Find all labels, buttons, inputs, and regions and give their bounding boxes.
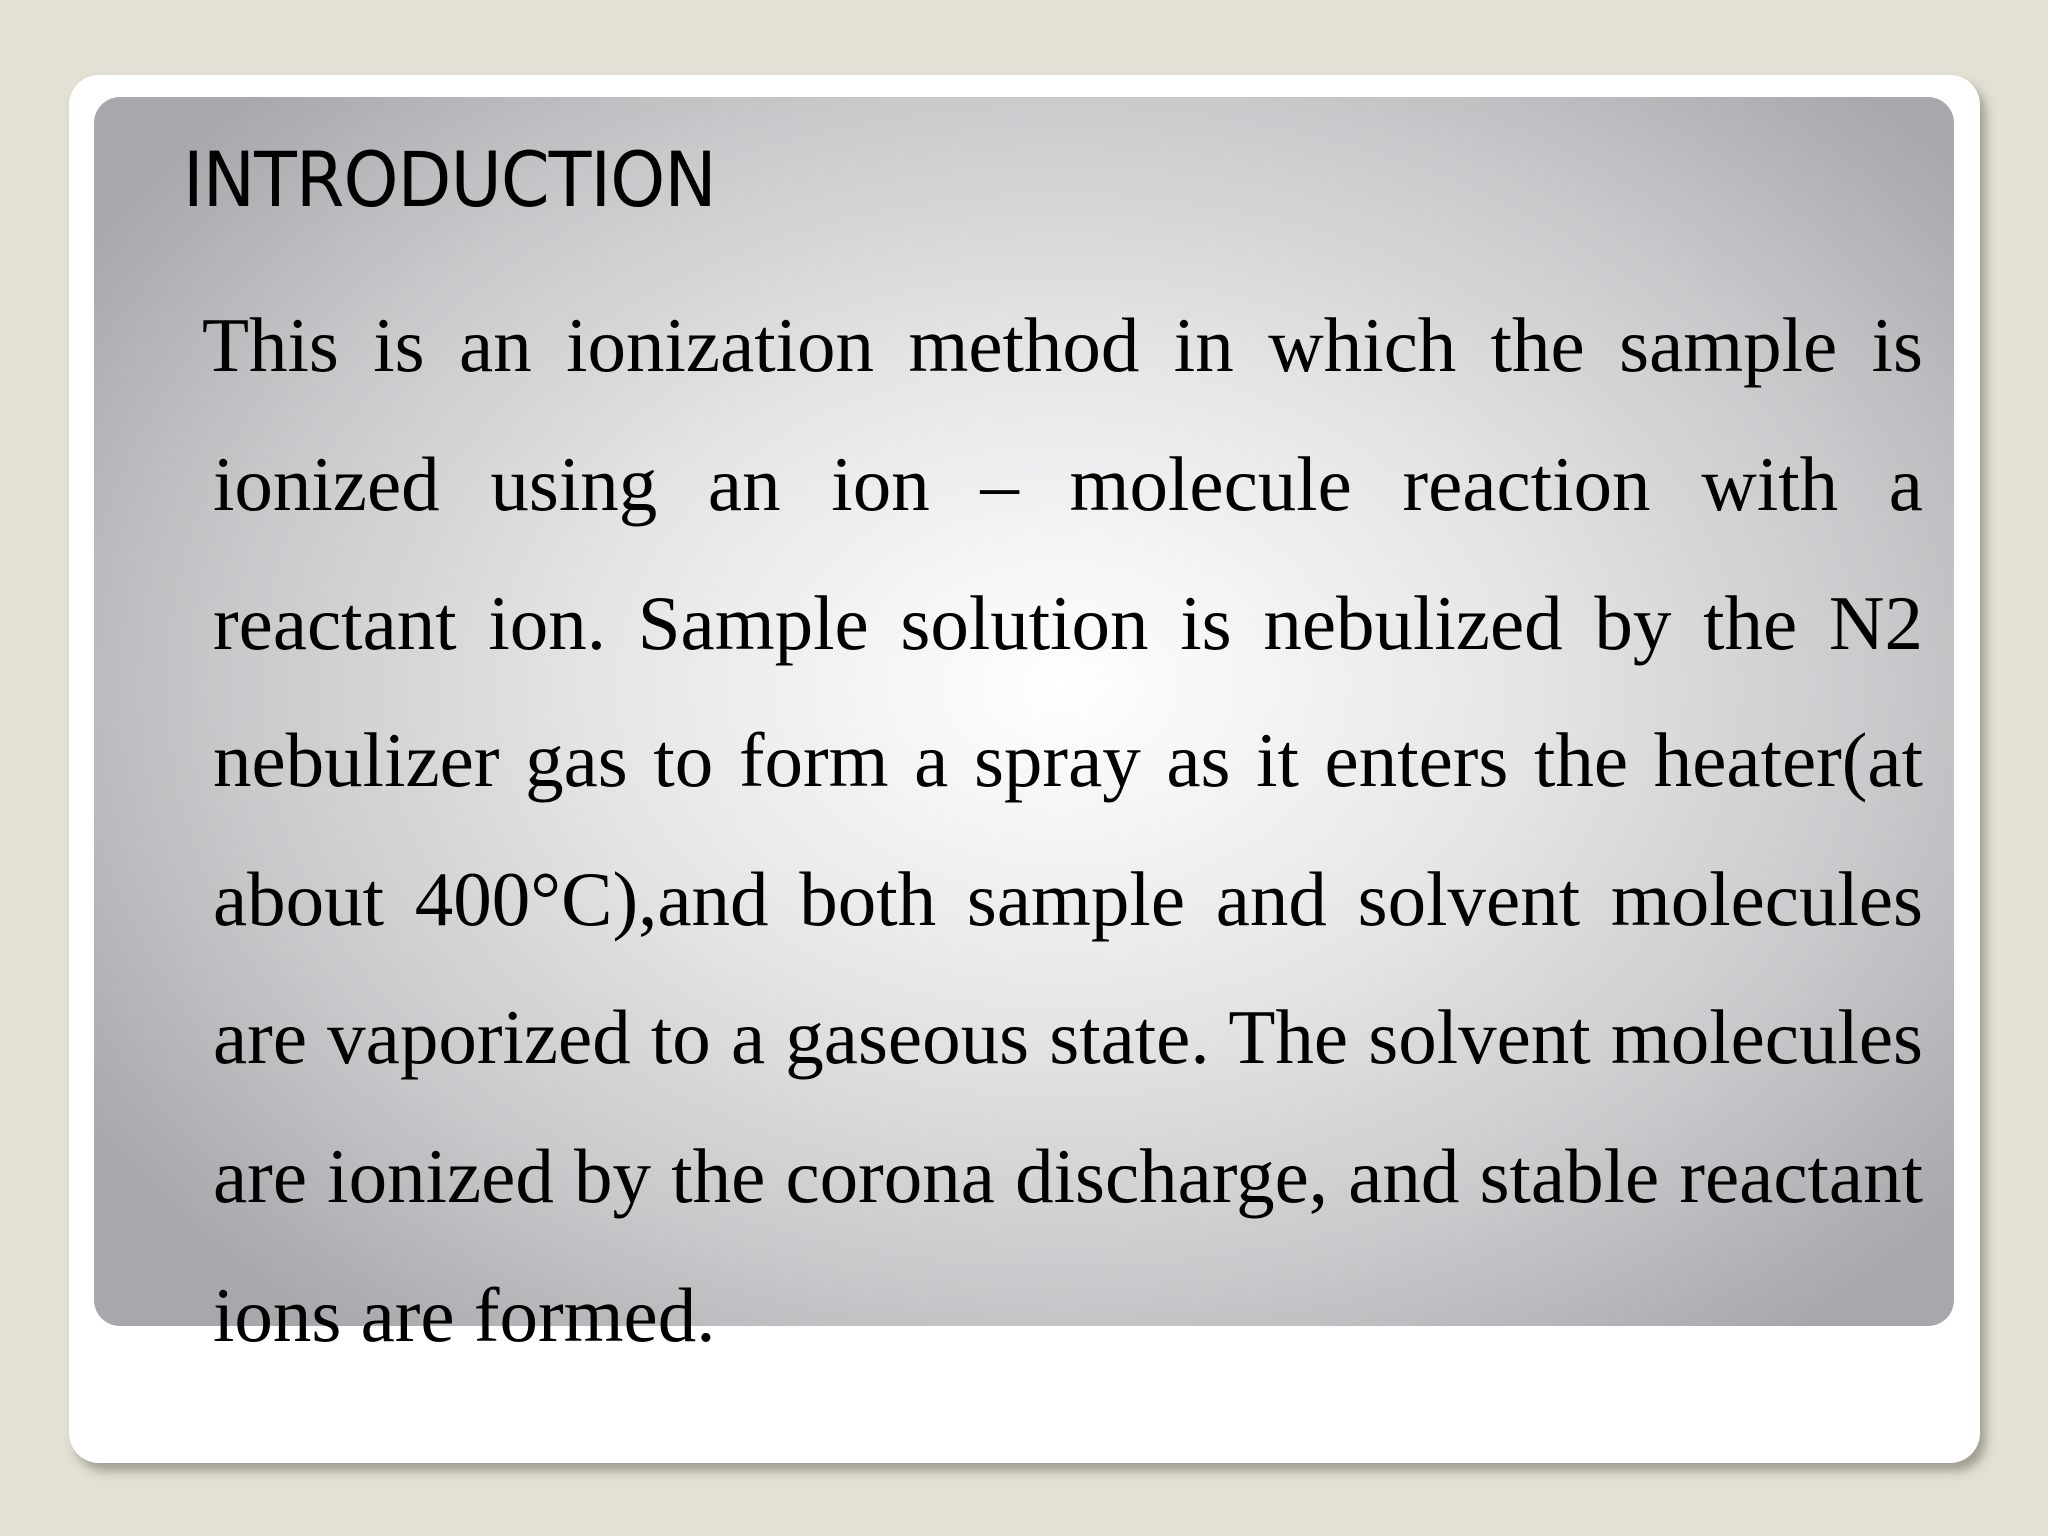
body-line: ionized using an ion – molecule reaction with a [213, 441, 1923, 527]
body-line: This is an ionization method in which the sample is [202, 302, 1923, 388]
body-line: ions are formed. [213, 1272, 716, 1358]
body-line: are ionized by the corona discharge, and stable reactant [213, 1133, 1923, 1219]
body-line: about 400°C),and both sample and solvent molecules [213, 856, 1923, 942]
body-line: are vaporized to a gaseous state. The solvent molecules [213, 994, 1923, 1080]
body-line: reactant ion. Sample solution is nebulized by the N2 [213, 580, 1923, 666]
slide-title: INTRODUCTION [183, 135, 716, 224]
body-line: nebulizer gas to form a spray as it enters the heater(at [213, 717, 1923, 803]
